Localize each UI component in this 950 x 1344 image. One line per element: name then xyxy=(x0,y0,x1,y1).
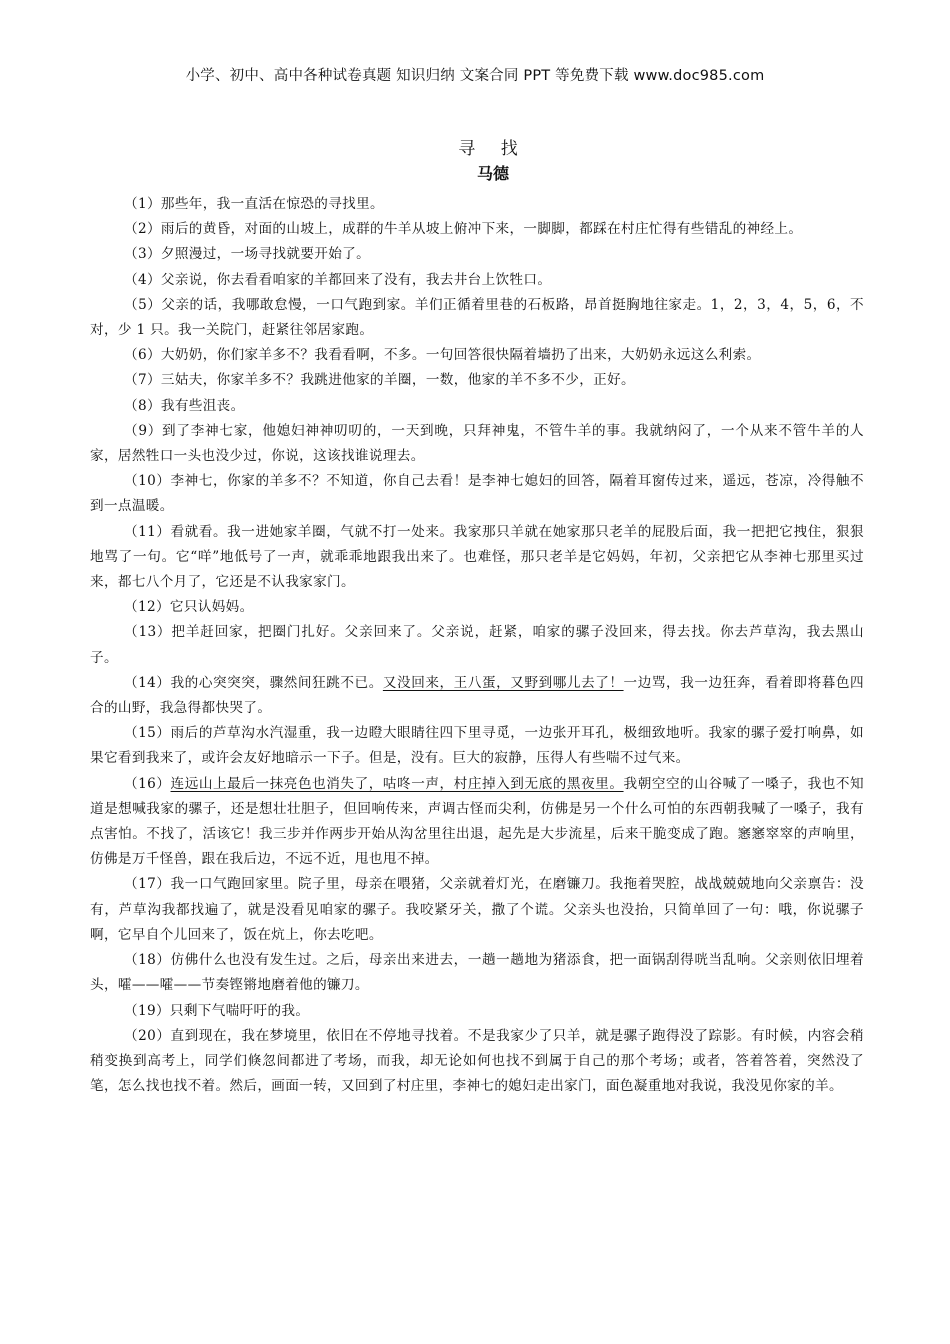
underlined-sentence: 连远山上最后一抹亮色也消失了，咕咚一声，村庄掉入到无底的黑夜里。 xyxy=(170,775,624,792)
paragraph-5 xyxy=(90,293,864,343)
paragraph-text: （14）我的心突突突，骤然间狂跳不已。 xyxy=(124,674,383,691)
paragraph-text: （8）我有些沮丧。 xyxy=(124,397,245,414)
paragraph-16 xyxy=(90,772,864,873)
paragraph-13 xyxy=(90,620,864,670)
paragraph-8 xyxy=(90,394,864,419)
paragraph-text: （10）李神七，你家的羊多不？不知道，你自己去看！是李神七媳妇的回答，隔着耳窗传过来，遥远，苍凉，冷得触不到一点温暖。 xyxy=(90,473,864,515)
paragraph-7 xyxy=(90,368,864,393)
paragraph-19 xyxy=(90,999,864,1024)
paragraph-4 xyxy=(90,268,864,293)
paragraph-text: （9）到了李神七家，他媳妇神神叨叨的，一天到晚，只拜神鬼，不管牛羊的事。我就纳闷了，一个从来不管牛羊的人家，居然牲口一头也没少过，你说，这该找谁说理去。 xyxy=(90,422,864,465)
paragraph-text: （16） xyxy=(124,775,171,792)
paragraph-text: （3）夕照漫过，一场寻找就要开始了。 xyxy=(124,246,371,263)
paragraph-3 xyxy=(90,242,864,267)
paragraph-text: （15）雨后的芦草沟水汽湿重，我一边瞪大眼睛往四下里寻觅，一边张开耳孔，极细致地听。我家的骡子爱打响鼻，如果它看到我来了，或许会友好地暗示一下子。但是，没有。巨大的寂静，压得人有些喘不过气来。 xyxy=(90,725,864,767)
paragraph-text: 一边骂，我一边狂奔，看着即将暮色四合的山野，我急得都快哭了。 xyxy=(90,674,864,717)
article-title: 寻 找 xyxy=(458,139,528,159)
paragraph-11 xyxy=(90,520,864,596)
underlined-sentence: 又没回来，王八蛋，又野到哪儿去了！ xyxy=(382,674,624,691)
paragraph-2 xyxy=(90,217,864,242)
paragraph-text: （19）只剩下气喘吁吁的我。 xyxy=(124,1002,310,1019)
paragraph-10 xyxy=(90,469,864,519)
paragraph-9 xyxy=(90,419,864,469)
page-header: 小学、初中、高中各种试卷真题 知识归纳 文案合同 PPT 等免费下载 www.doc985.com xyxy=(185,68,765,84)
paragraph-text: （13）把羊赶回家，把圈门扎好。父亲回来了。父亲说，赶紧，咱家的骡子没回来，得去找。你去芦草沟，我去黑山子。 xyxy=(90,624,864,666)
paragraph-20 xyxy=(90,1024,864,1100)
paragraph-text: （6）大奶奶，你们家羊多不？我看看啊，不多。一句回答很快隔着墙扔了出来，大奶奶永远这么利索。 xyxy=(124,347,761,364)
paragraph-15 xyxy=(90,721,864,771)
paragraph-18 xyxy=(90,948,864,998)
article-body xyxy=(90,192,864,1099)
paragraph-17 xyxy=(90,872,864,948)
title-block xyxy=(0,136,950,186)
paragraph-1 xyxy=(90,192,864,217)
paragraph-text: （18）仿佛什么也没有发生过。之后，母亲出来进去，一趟一趟地为猪添食，把一面锅刮得咣当乱响。父亲则依旧埋着头，嚯——嚯——节奏铿锵地磨着他的镰刀。 xyxy=(90,952,864,994)
paragraph-text: （2）雨后的黄昏，对面的山坡上，成群的牛羊从坡上俯冲下来，一脚脚，都踩在村庄忙得有些错乱的神经上。 xyxy=(124,221,803,238)
paragraph-14 xyxy=(90,671,864,721)
paragraph-text: （11）看就看。我一进她家羊圈，气就不打一处来。我家那只羊就在她家那只老羊的屁股后面，我一把把它拽住，狠狠地骂了一句。它“咩”地低号了一声，就乖乖地跟我出来了。也难怪，那只老羊是它妈妈，年初，父亲把它从李神七那里买过来，都七八个月了，它还是不认我家家门。 xyxy=(90,523,864,591)
paragraph-text: （17）我一口气跑回家里。院子里，母亲在喂猪，父亲就着灯光，在磨镰刀。我拖着哭腔，战战兢兢地向父亲禀告：没有，芦草沟我都找遍了，就是没看见咱家的骡子。我咬紧牙关，撒了个谎。父亲头也没抬，只简单回了一句：哦，你说骡子啊，它早自个儿回来了，饭在炕上，你去吃吧。 xyxy=(90,876,864,943)
paragraph-text: （5）父亲的话，我哪敢怠慢，一口气跑到家。羊们正循着里巷的石板路，昂首挺胸地往家走。1，2，3，4，5，6，不对，少 1 只。我一关院门，赶紧往邻居家跑。 xyxy=(90,296,864,339)
paragraph-text: （7）三姑夫，你家羊多不？我跳进他家的羊圈，一数，他家的羊不多不少，正好。 xyxy=(124,372,635,389)
article-author: 马德 xyxy=(476,164,509,183)
paragraph-6 xyxy=(90,343,864,368)
paragraph-text: （4）父亲说，你去看看咱家的羊都回来了没有，我去井台上饮牲口。 xyxy=(124,271,552,288)
paragraph-12 xyxy=(90,595,864,620)
paragraph-text: （20）直到现在，我在梦境里，依旧在不停地寻找着。不是我家少了只羊，就是骡子跑得没了踪影。有时候，内容会稍稍变换到高考上，同学们倏忽间都进了考场，而我，却无论如何也找不到属于自己的那个考场；或者，答着答着，突然没了笔，怎么找也找不着。然后，画面一转，又回到了村庄里，李神七的媳妇走出家门，面色凝重地对我说，我没见你家的羊。 xyxy=(90,1027,864,1095)
paragraph-text: （12）它只认妈妈。 xyxy=(124,599,254,616)
paragraph-text: （1）那些年，我一直活在惊恐的寻找里。 xyxy=(124,196,384,212)
paragraph-text: 我朝空空的山谷喊了一嗓子，我也不知道是想喊我家的骡子，还是想壮壮胆子，但回响传来，声调古怪而尖利，仿佛是另一个什么可怕的东西朝我喊了一嗓子，我有点害怕。不找了，活该它！我三步并作两步开始从沟岔里往出退，起先是大步流星，后来干脆变成了跑。窸窸窣窣的声响里，仿佛是万千怪兽，跟在我后边，不远不近，甩也甩不掉。 xyxy=(90,775,864,868)
